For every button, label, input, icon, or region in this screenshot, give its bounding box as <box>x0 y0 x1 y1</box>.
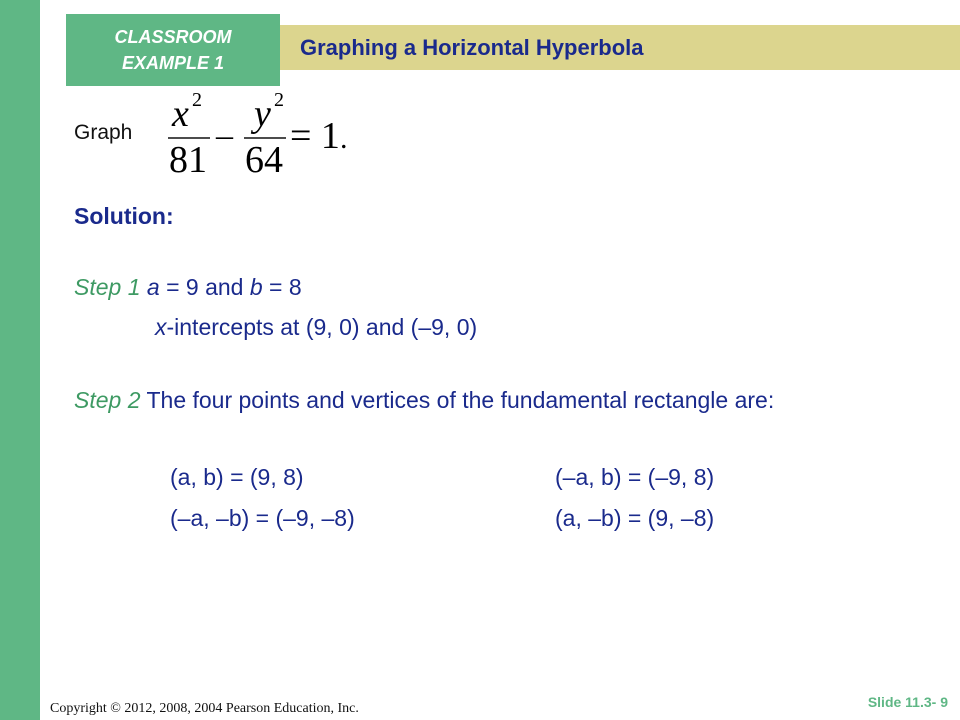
eq-64: 64 <box>245 139 283 178</box>
point-2: (–a, b) = (–9, 8) <box>555 464 715 490</box>
point-4: (a, –b) = (9, –8) <box>555 505 715 531</box>
eq-rhs: = 1 <box>290 115 340 157</box>
step-2-text: The four points and vertices of the fundamental rectangle are: <box>140 387 775 413</box>
title-bar <box>280 25 960 70</box>
eq-x: x <box>172 93 189 135</box>
step-1-b: b <box>249 274 263 300</box>
badge-line-2: EXAMPLE 1 <box>121 53 225 73</box>
step-1-b-text: = 8 <box>262 274 302 300</box>
eq-minus: – <box>216 117 233 154</box>
intercepts-text: -intercepts at (9, 0) and (–9, 0) <box>166 314 478 340</box>
classroom-example-badge <box>66 14 280 86</box>
step-1-a: a <box>146 274 160 300</box>
graph-prompt: Graph <box>74 121 133 144</box>
hyperbola-equation <box>160 92 360 178</box>
slide-title: Graphing a Horizontal Hyperbola <box>300 35 644 60</box>
intercepts-var: x <box>155 314 167 340</box>
point-3: (–a, –b) = (–9, –8) <box>170 505 355 531</box>
eq-y: y <box>254 93 271 135</box>
left-accent-bar <box>0 0 40 720</box>
intercepts-line <box>155 314 477 341</box>
slide-number: Slide 11.3- 9 <box>867 694 948 710</box>
eq-period: . <box>340 122 348 155</box>
solution-heading: Solution: <box>74 203 174 229</box>
copyright-notice: Copyright © 2012, 2008, 2004 Pearson Education, Inc. <box>50 701 359 716</box>
eq-y-exp: 2 <box>274 92 284 111</box>
step-2-line <box>74 387 774 414</box>
point-1: (a, b) = (9, 8) <box>170 464 304 490</box>
step-1-label: Step 1 <box>74 274 141 300</box>
eq-81: 81 <box>169 139 207 178</box>
step-1-line <box>74 274 302 301</box>
step-1-a-text: = 9 and <box>159 274 250 300</box>
badge-line-1: CLASSROOM <box>114 27 232 47</box>
eq-x-exp: 2 <box>192 92 202 111</box>
step-2-label: Step 2 <box>74 387 141 413</box>
